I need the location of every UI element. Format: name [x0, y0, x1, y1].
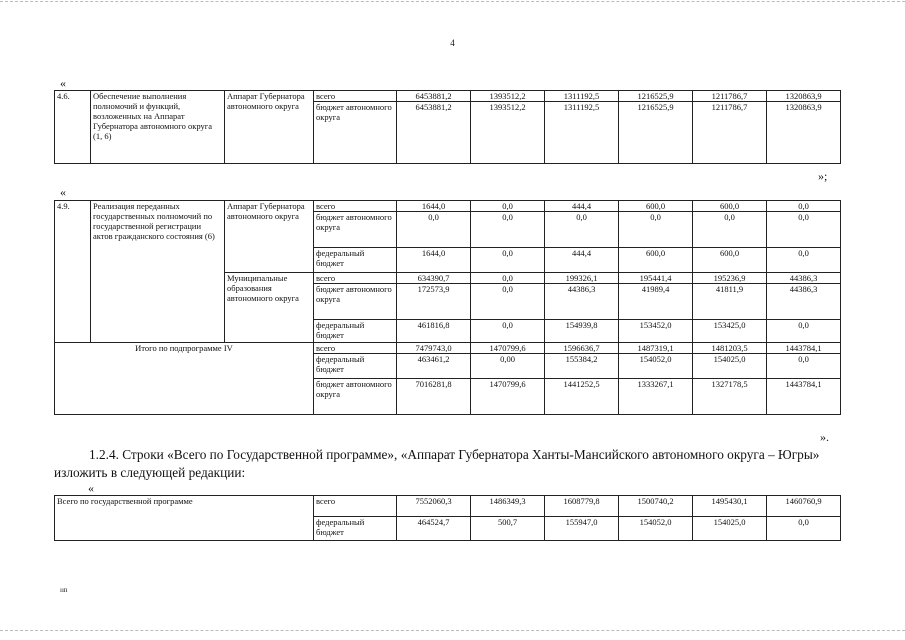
table-row — [55, 496, 841, 517]
table-row-4-6 — [54, 90, 841, 164]
value-cell: 444,4 — [545, 201, 619, 212]
funding-source: бюджет автономного округа — [314, 284, 397, 320]
value-cell: 0,0 — [767, 320, 841, 343]
value-cell: 1644,0 — [397, 248, 471, 273]
value-cell: 1216525,9 — [619, 91, 693, 102]
value-cell: 1311192,5 — [545, 102, 619, 164]
funding-source: федеральный бюджет — [314, 354, 397, 379]
funding-source: бюджет автономного округа — [314, 212, 397, 248]
value-cell: 0,0 — [471, 273, 545, 284]
quote-close-1: »; — [818, 169, 828, 183]
value-cell: 600,0 — [693, 201, 767, 212]
value-cell: 0,0 — [767, 517, 841, 541]
value-cell: 1596636,7 — [545, 343, 619, 354]
funding-source: бюджет автономного округа — [314, 102, 397, 164]
measure-name: Реализация переданных государственных полномочий по государственной регистрации актов гражданского состояния (6) — [91, 201, 225, 343]
value-cell: 600,0 — [619, 201, 693, 212]
value-cell: 172573,9 — [397, 284, 471, 320]
page-number: 4 — [450, 38, 455, 48]
value-cell: 1470799,6 — [471, 379, 545, 415]
value-cell: 44386,3 — [545, 284, 619, 320]
value-cell: 0,0 — [397, 212, 471, 248]
value-cell: 1311192,5 — [545, 91, 619, 102]
executor-name: Муниципальные образования автономного округа — [225, 273, 314, 343]
footer-mark: ıın — [60, 586, 68, 594]
value-cell: 0,0 — [471, 212, 545, 248]
value-cell: 600,0 — [619, 248, 693, 273]
value-cell: 1495430,1 — [693, 496, 767, 517]
value-cell: 154939,8 — [545, 320, 619, 343]
value-cell: 0,0 — [767, 201, 841, 212]
value-cell: 1320863,9 — [767, 91, 841, 102]
funding-source: всего — [314, 496, 397, 517]
value-cell: 154025,0 — [693, 517, 767, 541]
table-row — [55, 343, 841, 354]
value-cell: 155947,0 — [545, 517, 619, 541]
quote-open-2: « — [60, 185, 66, 199]
value-cell: 1320863,9 — [767, 102, 841, 164]
value-cell: 1211786,7 — [693, 102, 767, 164]
value-cell: 7479743,0 — [397, 343, 471, 354]
value-cell: 1393512,2 — [471, 91, 545, 102]
value-cell: 155384,2 — [545, 354, 619, 379]
value-cell: 6453881,2 — [397, 102, 471, 164]
value-cell: 1481203,5 — [693, 343, 767, 354]
row-index: 4.9. — [55, 201, 91, 343]
value-cell: 1443784,1 — [767, 379, 841, 415]
value-cell: 195441,4 — [619, 273, 693, 284]
value-cell: 7552060,3 — [397, 496, 471, 517]
value-cell: 1486349,3 — [471, 496, 545, 517]
value-cell: 154052,0 — [619, 517, 693, 541]
funding-source: федеральный бюджет — [314, 320, 397, 343]
value-cell: 44386,3 — [767, 284, 841, 320]
value-cell: 7016281,8 — [397, 379, 471, 415]
table-row-4-9 — [54, 200, 841, 415]
value-cell: 1393512,2 — [471, 102, 545, 164]
value-cell: 0,0 — [471, 320, 545, 343]
value-cell: 44386,3 — [767, 273, 841, 284]
value-cell: 0,0 — [693, 212, 767, 248]
row-index: 4.6. — [55, 91, 91, 164]
value-cell: 153452,0 — [619, 320, 693, 343]
value-cell: 0,0 — [619, 212, 693, 248]
measure-name: Обеспечение выполнения полномочий и функций, возложенных на Аппарат Губернатора автономного округа (1, 6) — [91, 91, 225, 164]
value-cell: 199326,1 — [545, 273, 619, 284]
value-cell: 1441252,5 — [545, 379, 619, 415]
value-cell: 41811,9 — [693, 284, 767, 320]
value-cell: 444,4 — [545, 248, 619, 273]
value-cell: 500,7 — [471, 517, 545, 541]
executor-name: Аппарат Губернатора автономного округа — [225, 201, 314, 273]
value-cell: 154052,0 — [619, 354, 693, 379]
table-program-total — [54, 495, 841, 541]
funding-source: всего — [314, 201, 397, 212]
bottom-scan-rule — [0, 630, 905, 631]
value-cell: 1460760,9 — [767, 496, 841, 517]
value-cell: 1644,0 — [397, 201, 471, 212]
value-cell: 600,0 — [693, 248, 767, 273]
top-scan-rule — [0, 1, 905, 2]
table-row — [55, 91, 841, 102]
quote-open-1: « — [60, 76, 66, 90]
value-cell: 0,0 — [767, 248, 841, 273]
subprogram-total-label: Итого по подпрограмме IV — [55, 343, 314, 415]
value-cell: 1608779,8 — [545, 496, 619, 517]
value-cell: 634390,7 — [397, 273, 471, 284]
value-cell: 1211786,7 — [693, 91, 767, 102]
funding-source: всего — [314, 91, 397, 102]
value-cell: 1500740,2 — [619, 496, 693, 517]
value-cell: 41989,4 — [619, 284, 693, 320]
value-cell: 6453881,2 — [397, 91, 471, 102]
value-cell: 0,00 — [471, 354, 545, 379]
value-cell: 0,0 — [471, 201, 545, 212]
value-cell: 1333267,1 — [619, 379, 693, 415]
value-cell: 153425,0 — [693, 320, 767, 343]
value-cell: 461816,8 — [397, 320, 471, 343]
value-cell: 1443784,1 — [767, 343, 841, 354]
quote-close-2: ». — [820, 430, 829, 444]
program-total-label: Всего по государственной программе — [55, 496, 314, 541]
value-cell: 1487319,1 — [619, 343, 693, 354]
funding-source: всего — [314, 273, 397, 284]
value-cell: 1327178,5 — [693, 379, 767, 415]
funding-source: федеральный бюджет — [314, 248, 397, 273]
value-cell: 1470799,6 — [471, 343, 545, 354]
value-cell: 0,0 — [471, 248, 545, 273]
value-cell: 195236,9 — [693, 273, 767, 284]
quote-open-3: « — [88, 481, 94, 495]
amendment-paragraph: 1.2.4. Строки «Всего по Государственной программе», «Аппарат Губернатора Ханты-Мансийского автономного округа – Югры» изложить в следующей редакции: — [54, 447, 820, 480]
executor-name: Аппарат Губернатора автономного округа — [225, 91, 314, 164]
value-cell: 463461,2 — [397, 354, 471, 379]
table-row — [55, 201, 841, 212]
value-cell: 1216525,9 — [619, 102, 693, 164]
value-cell: 154025,0 — [693, 354, 767, 379]
funding-source: бюджет автономного округа — [314, 379, 397, 415]
value-cell: 464524,7 — [397, 517, 471, 541]
funding-source: федеральный бюджет — [314, 517, 397, 541]
value-cell: 0,0 — [767, 212, 841, 248]
value-cell: 0,0 — [545, 212, 619, 248]
value-cell: 0,0 — [471, 284, 545, 320]
value-cell: 0,0 — [767, 354, 841, 379]
funding-source: всего — [314, 343, 397, 354]
